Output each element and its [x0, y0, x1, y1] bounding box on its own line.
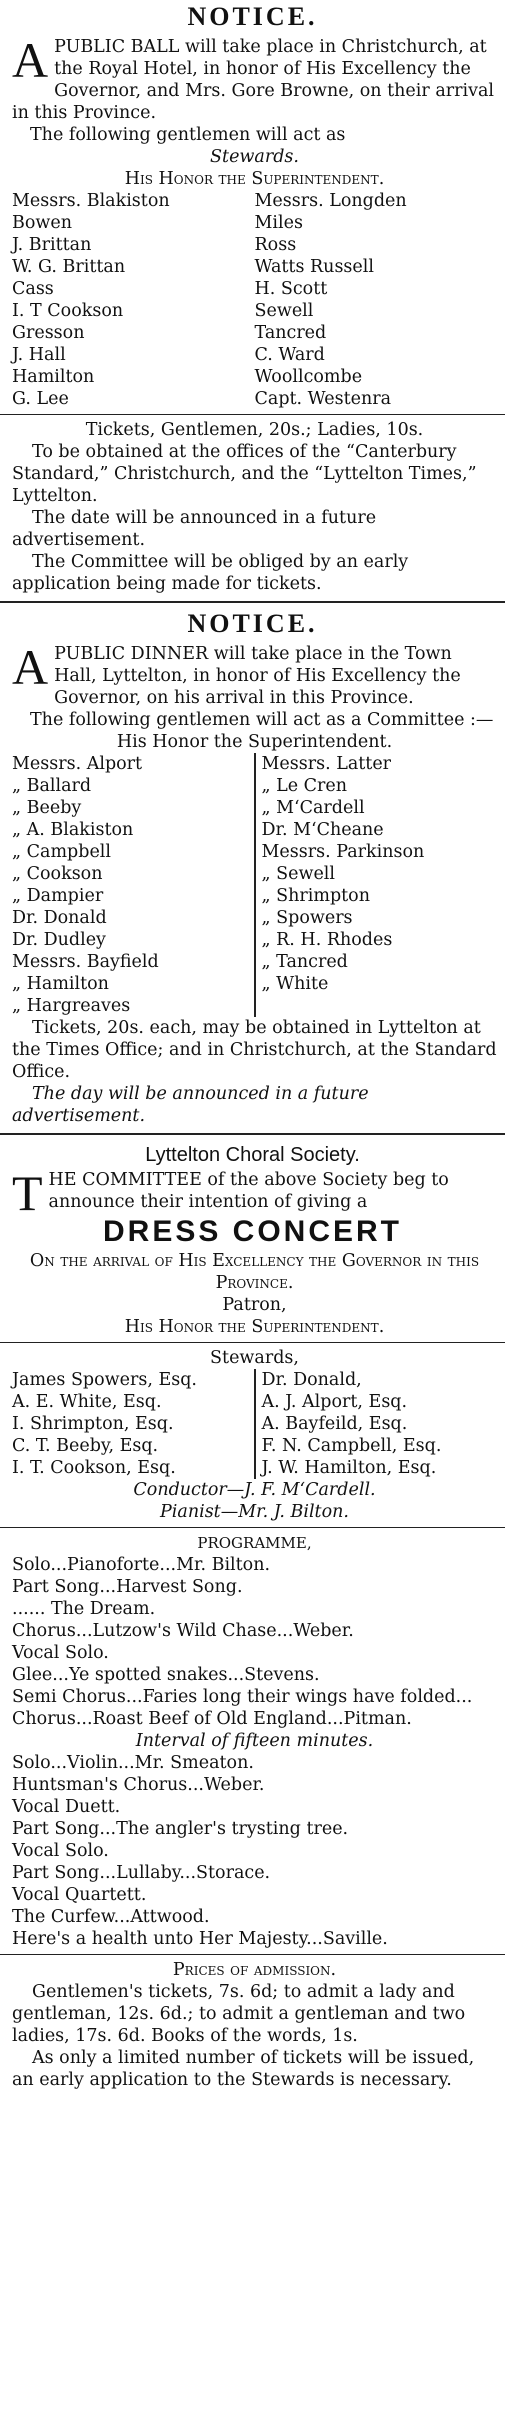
steward-name: F. N. Campbell, Esq.	[261, 1436, 442, 1456]
committee-name: „ Spowers	[261, 908, 353, 928]
programme-item: Vocal Solo.	[12, 1643, 109, 1663]
ball-left-column	[12, 190, 255, 410]
steward-name: A. E. White, Esq.	[12, 1392, 162, 1412]
prices-label: Prices of admission.	[172, 1960, 337, 1980]
steward-name: Tancred	[254, 323, 327, 343]
concert-patron: His Honor the Superintendent.	[124, 1317, 385, 1337]
ball-notice-title: NOTICE.	[187, 2, 318, 31]
concert-dropcap: T	[12, 1165, 43, 1221]
section-divider	[0, 601, 505, 603]
divider	[0, 1342, 505, 1343]
programme-item: Glee...Ye spotted snakes...Stevens.	[12, 1665, 320, 1685]
steward-name: Hamilton	[12, 367, 95, 387]
programme-item: Part Song...The angler's trysting tree.	[12, 1819, 349, 1839]
steward-name: J. Brittan	[12, 235, 92, 255]
divider	[0, 414, 505, 415]
steward-name: W. G. Brittan	[12, 257, 126, 277]
steward-name: Messrs. Blakiston	[12, 191, 170, 211]
dinner-committee-list	[12, 753, 497, 1017]
programme-item: Solo...Violin...Mr. Smeaton.	[12, 1753, 254, 1773]
concert-intro: HE COMMITTEE of the above Society beg to announce their intention of giving a	[48, 1170, 449, 1212]
committee-name: Messrs. Bayfield	[12, 952, 159, 972]
concert-right-column	[262, 1369, 498, 1479]
programme-item: Vocal Solo.	[12, 1841, 109, 1861]
programme-item: Here's a health unto Her Majesty...Saville.	[12, 1929, 388, 1949]
concert-title: DRESS CONCERT	[102, 1215, 403, 1248]
dinner-right-column	[262, 753, 498, 1017]
steward-name: Sewell	[254, 301, 314, 321]
programme-item: Solo...Pianoforte...Mr. Bilton.	[12, 1555, 271, 1575]
committee-name: „ Dampier	[12, 886, 104, 906]
dinner-intro: PUBLIC DINNER will take place in the Town Hall, Lyttelton, in honor of His Excellency the Governor, on his arrival in this Province.	[54, 644, 461, 708]
concert-conductor: Conductor—J. F. M‘Cardell.	[133, 1480, 376, 1500]
ball-honor: His Honor the Superintendent.	[124, 169, 385, 189]
concert-society-heading: Lyttelton Choral Society.	[145, 1144, 360, 1166]
steward-name: Woollcombe	[254, 367, 363, 387]
committee-name: Dr. Dudley	[12, 930, 106, 950]
steward-name: Ross	[254, 235, 297, 255]
section-divider	[0, 1133, 505, 1135]
divider	[0, 1527, 505, 1528]
ball-tickets: Tickets, Gentlemen, 20s.; Ladies, 10s.	[85, 420, 424, 440]
steward-name: Gresson	[12, 323, 85, 343]
committee-name: „ Beeby	[12, 798, 82, 818]
committee-name: „ Tancred	[261, 952, 348, 972]
steward-name: C. T. Beeby, Esq.	[12, 1436, 159, 1456]
programme-item: Chorus...Roast Beef of Old England...Pitman.	[12, 1709, 412, 1729]
dinner-day-note: The day will be announced in a future advertisement.	[12, 1084, 369, 1126]
programme-item: ...... The Dream.	[12, 1599, 156, 1619]
steward-name: Bowen	[12, 213, 73, 233]
programme-list	[0, 1554, 505, 1950]
ball-stewards-heading: Stewards.	[210, 147, 299, 167]
committee-name: Dr. Donald	[12, 908, 107, 928]
programme-item: Vocal Duett.	[12, 1797, 121, 1817]
ball-intro: PUBLIC BALL will take place in Christchurch, at the Royal Hotel, in honor of His Excellency the Governor, and Mrs. Gore Browne, on their arrival in this Province.	[12, 37, 494, 123]
programme-item: Interval of fifteen minutes.	[135, 1731, 374, 1751]
committee-name: „ Sewell	[261, 864, 336, 884]
concert-pianist: Pianist—Mr. J. Bilton.	[160, 1502, 349, 1522]
steward-name: Messrs. Longden	[254, 191, 407, 211]
concert-left-column	[12, 1369, 248, 1479]
committee-name: „ Hamilton	[12, 974, 109, 994]
steward-name: I. Shrimpton, Esq.	[12, 1414, 174, 1434]
concert-stewards-label: Stewards,	[210, 1348, 299, 1368]
steward-name: Watts Russell	[254, 257, 374, 277]
ball-dropcap: A	[12, 32, 49, 88]
committee-name: „ Shrimpton	[261, 886, 370, 906]
committee-name: „ Cookson	[12, 864, 103, 884]
committee-name: „ R. H. Rhodes	[261, 930, 393, 950]
concert-stewards-list	[12, 1369, 497, 1479]
ball-obtain: To be obtained at the offices of the “Canterbury Standard,” Christchurch, and the “Lyttelton Times,” Lyttelton.	[12, 442, 477, 506]
steward-name: I. T Cookson	[12, 301, 124, 321]
programme-item: Huntsman's Chorus...Weber.	[12, 1775, 265, 1795]
dinner-notice-title: NOTICE.	[187, 609, 318, 638]
prices-text: Gentlemen's tickets, 7s. 6d; to admit a lady and gentleman, 12s. 6d.; to admit a gentleman and two ladies, 17s. 6d. Books of the words, 1s.	[12, 1982, 466, 2046]
committee-name: Messrs. Alport	[12, 754, 143, 774]
ball-following: The following gentlemen will act as	[30, 125, 346, 145]
committee-name: „ Ballard	[12, 776, 92, 796]
steward-name: Dr. Donald,	[261, 1370, 362, 1390]
concert-arrival: On the arrival of His Excellency the Governor in this Province.	[29, 1251, 480, 1293]
column-divider	[254, 1369, 256, 1479]
dinner-honor: His Honor the Superintendent.	[116, 732, 393, 752]
committee-name: Messrs. Latter	[261, 754, 392, 774]
ball-right-column	[255, 190, 498, 410]
dinner-following: The following gentlemen will act as a Committee :—	[30, 710, 494, 730]
column-divider	[254, 753, 256, 1017]
committee-name: „ Le Cren	[261, 776, 348, 796]
concert-patron-label: Patron,	[222, 1295, 287, 1315]
choral-society-concert	[0, 1141, 505, 2091]
committee-name: „ Campbell	[12, 842, 112, 862]
programme-label: PROGRAMME,	[197, 1534, 312, 1552]
committee-name: „ M‘Cardell	[261, 798, 365, 818]
public-dinner-notice	[0, 609, 505, 1127]
steward-name: James Spowers, Esq.	[12, 1370, 197, 1390]
steward-name: G. Lee	[12, 389, 69, 409]
dinner-left-column	[12, 753, 248, 1017]
limited-note: As only a limited number of tickets will be issued, an early application to the Stewards is necessary.	[12, 2048, 475, 2090]
committee-name: Messrs. Parkinson	[261, 842, 425, 862]
steward-name: H. Scott	[254, 279, 328, 299]
steward-name: Capt. Westenra	[254, 389, 392, 409]
steward-name: A. Bayfeild, Esq.	[261, 1414, 408, 1434]
programme-item: The Curfew...Attwood.	[12, 1907, 210, 1927]
divider	[0, 1954, 505, 1955]
programme-item: Semi Chorus...Faries long their wings have folded...	[12, 1687, 473, 1707]
programme-item: Chorus...Lutzow's Wild Chase...Weber.	[12, 1621, 354, 1641]
steward-name: A. J. Alport, Esq.	[261, 1392, 408, 1412]
committee-name: „ White	[261, 974, 329, 994]
steward-name: Cass	[12, 279, 54, 299]
steward-name: J. Hall	[12, 345, 66, 365]
committee-name: „ A. Blakiston	[12, 820, 134, 840]
steward-name: C. Ward	[254, 345, 325, 365]
programme-item: Part Song...Lullaby...Storace.	[12, 1863, 271, 1883]
programme-item: Vocal Quartett.	[12, 1885, 147, 1905]
steward-name: I. T. Cookson, Esq.	[12, 1458, 176, 1478]
dinner-dropcap: A	[12, 639, 49, 695]
committee-name: Dr. M‘Cheane	[261, 820, 384, 840]
ball-stewards-list	[12, 190, 497, 410]
committee-name: „ Hargreaves	[12, 996, 131, 1016]
programme-item: Part Song...Harvest Song.	[12, 1577, 243, 1597]
steward-name: J. W. Hamilton, Esq.	[261, 1458, 437, 1478]
steward-name: Miles	[254, 213, 303, 233]
public-ball-notice	[0, 2, 505, 595]
ball-committee-note: The Committee will be obliged by an early application being made for tickets.	[12, 552, 409, 594]
ball-date-note: The date will be announced in a future advertisement.	[12, 508, 377, 550]
dinner-tickets: Tickets, 20s. each, may be obtained in Lyttelton at the Times Office; and in Christchurch, at the Standard Office.	[12, 1018, 497, 1082]
